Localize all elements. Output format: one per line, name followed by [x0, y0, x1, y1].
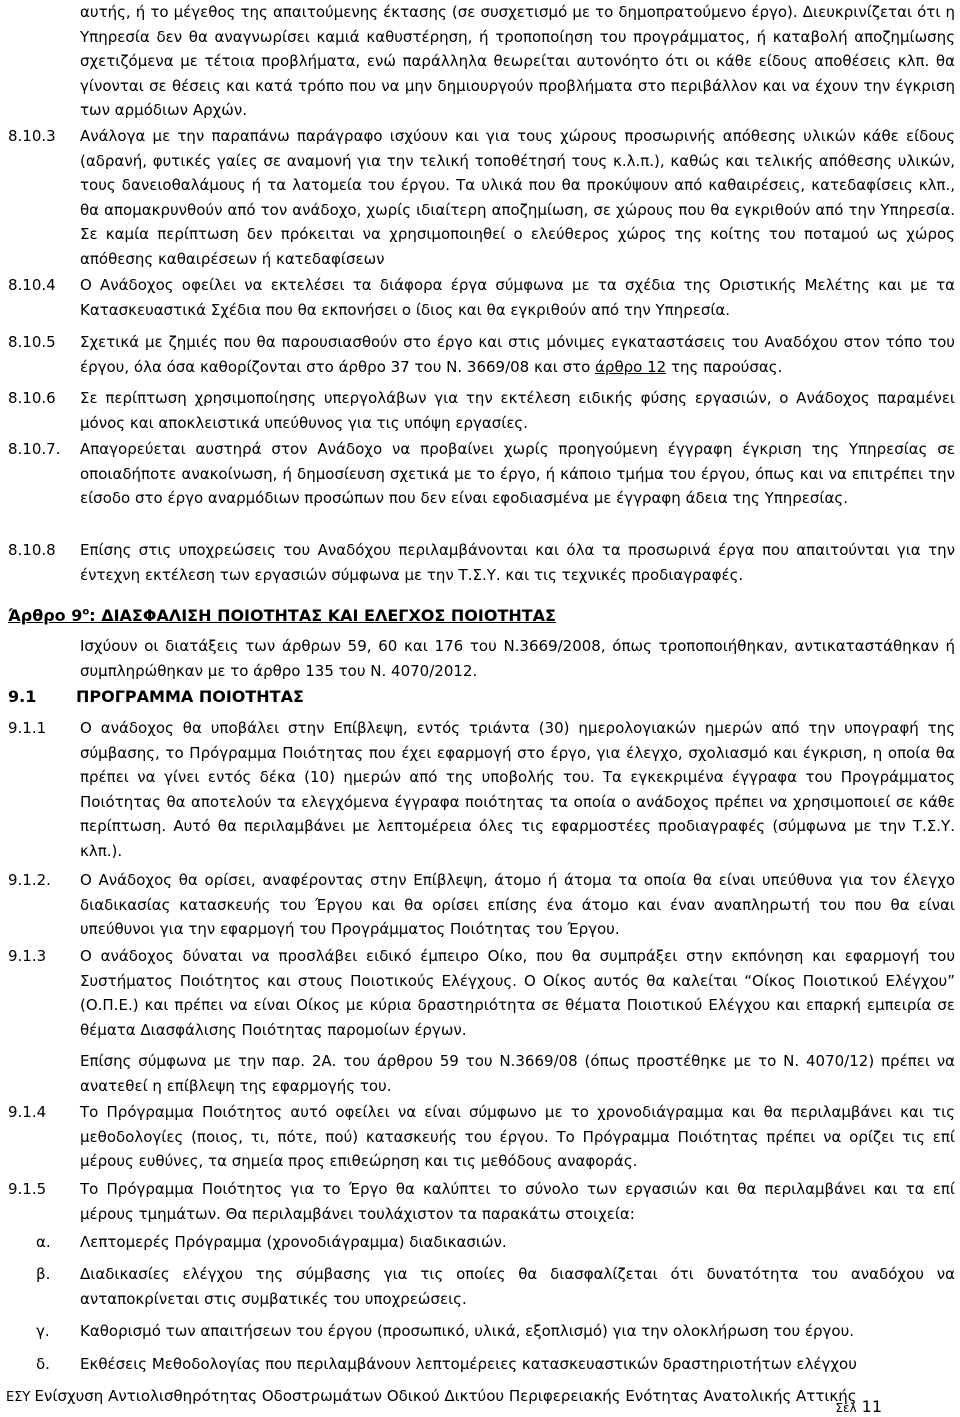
item-text: Ο Ανάδοχος οφείλει να εκτελέσει τα διάφορα έργα σύμφωνα με τα σχέδια της Οριστικής Μελέτης και με τα Κατασκευαστικά Σχέδια που θα εκπονήσει ο ίδιος και θα εγκριθούν από την Υπηρεσία.: [80, 276, 955, 319]
item-text: Καθορισμό των απαιτήσεων του έργου (προσωπικό, υλικά, εξοπλισμό) για την ολοκλήρωση του έργου.: [80, 1322, 855, 1340]
page-footer: [6, 1387, 857, 1407]
item-text: Σχετικά με ζημιές που θα παρουσιασθούν στο έργο και στις μόνιμες εγκαταστάσεις του Αναδόχου στον τόπο του έργου, όλα όσα καθορίζονται στο άρθρο 37 του Ν. 3669/08 και στο άρθρο 12 της παρούσας.: [80, 333, 955, 376]
item-number: 8.10.5: [8, 333, 56, 351]
item-letter: γ.: [36, 1322, 50, 1340]
item-text: Ανάλογα με την παραπάνω παράγραφο ισχύουν και για τους χώρους προσωρινής απόθεσης υλικών κάθε είδους (αδρανή, φυτικές γαίες σε αναμονή για την τελική τοποθέτησή τους κ.λ.π.), καθώς και τελικής απόθεσης υλικών, τους δανειοθαλάμους ή τα λατομεία του έργου. Τα υλικά που θα προκύψουν από καθαιρέσεις, κατεδαφίσεις κλπ., θα απομακρυνθούν από τον ανάδοχο, χωρίς ιδιαίτερη αποζημίωση, σε χώρους που θα εγκριθούν από την Υπηρεσία. Σε καμία περίπτωση δεν πρόκειται να χρησιμοποιηθεί ο ελεύθερος χώρος της κοίτης του ποταμού ως χώρος απόθεσης καθαιρέσεων ή κατεδαφίσεων: [80, 127, 955, 268]
item-letter: α.: [36, 1233, 51, 1251]
item-number: 8.10.8: [8, 541, 56, 559]
item-text: Ο Ανάδοχος θα ορίσει, αναφέροντας στην Επίβλεψη, άτομο ή άτομα τα οποία θα είναι υπεύθυνα για τον έλεγχο διαδικασίας κατασκευής του Έργου και θα ορίσει επίσης ένα άτομο και έναν αναπληρωτή του που θα είναι υπεύθυνοι για την εφαρμογή του Προγράμματος Ποιότητας του Έργου.: [80, 871, 955, 938]
item-number: 9.1.1: [8, 719, 47, 737]
item-text: Σε περίπτωση χρησιμοποίησης υπεργολάβων για την εκτέλεση ειδικής φύσης εργασιών, ο Ανάδοχος παραμένει μόνος και αποκλειστικά υπεύθυνος για τις υπόψη εργασίες.: [80, 389, 955, 432]
page-number: Σελ 11: [835, 1397, 882, 1416]
item-text: Διαδικασίες ελέγχου της σύμβασης για τις οποίες θα διασφαλίζεται ότι δυνατότητα του αναδόχου να ανταποκρίνεται στις συμβατικές του υποχρεώσεις.: [80, 1265, 955, 1308]
item-text: Λεπτομερές Πρόγραμμα (χρονοδιάγραμμα) διαδικασιών.: [80, 1233, 507, 1251]
item-letter: δ.: [36, 1355, 50, 1373]
item-number: 9.1.5: [8, 1180, 47, 1198]
item-number: 9.1.4: [8, 1103, 47, 1121]
item-text: Ο ανάδοχος δύναται να προσλάβει ειδικό έμπειρο Οίκο, που θα συμπράξει στην εκπόνηση και εφαρμογή του Συστήματος Ποιότητος και στους Ποιοτικούς Ελέγχους. Ο Οίκος αυτός θα καλείται “Οίκος Ποιοτικού Ελέγχου” (Ο.Π.Ε.) και πρέπει να είναι Οίκος με κύρια δραστηριότητα σε θέματα Ποιοτικού Ελέγχου και επαρκή εμπειρία σε θέματα Διασφάλισης Ποιότητας παρομοίων έργων.: [80, 947, 955, 1039]
section-heading: 9.1 ΠΡΟΓΡΑΜΜΑ ΠΟΙΟΤΗΤΑΣ: [8, 687, 304, 706]
item-number: 8.10.7.: [8, 440, 61, 458]
article-intro: Ισχύουν οι διατάξεις των άρθρων 59, 60 και 176 του Ν.3669/2008, όπως τροποποιήθηκαν, αντικαταστάθηκαν ή συμπληρώθηκαν με το άρθρο 135 του Ν. 4070/2012.: [80, 637, 955, 680]
article-heading: Άρθρο $9^o$: ΔΙΑΣΦΑΛΙΣΗ ΠΟΙΟΤΗΤΑΣ ΚΑΙ ΕΛΕΓΧΟΣ ΠΟΙΟΤΗΤΑΣ: [8, 606, 556, 625]
item-text: Το Πρόγραμμα Ποιότητος αυτό οφείλει να είναι σύμφωνο με το χρονοδιάγραμμα και θα περιλαμβάνει και τις μεθοδολογίες (ποιος, τι, πότε, πού) κατασκευής του έργου. Το Πρόγραμμα Ποιότητας πρέπει να ορίζει τις επί μέρους ευθύνες, τα σημεία προς επιθεώρηση και τις μεθόδους αναφοράς.: [80, 1103, 955, 1170]
footer-prefix: ΕΣΥ: [6, 1390, 31, 1405]
item-number: 9.1.2.: [8, 871, 51, 889]
footer-title: Ενίσχυση Αντιολισθηρότητας Οδοστρωμάτων Οδικού Δικτύου Περιφερειακής Ενότητας Ανατολικής Αττικής: [34, 1387, 857, 1405]
item-number: 8.10.4: [8, 276, 56, 294]
article-12-link[interactable]: άρθρο 12: [595, 357, 667, 376]
item-text: Επίσης στις υποχρεώσεις του Αναδόχου περιλαμβάνονται και όλα τα προσωρινά έργα που απαιτούνται για την έντεχνη εκτέλεση των εργασιών σύμφωνα με την Τ.Σ.Υ. και τις τεχνικές προδιαγραφές.: [80, 541, 955, 584]
item-number: 8.10.3: [8, 127, 56, 145]
item-text: Το Πρόγραμμα Ποιότητος για το Έργο θα καλύπτει το σύνολο των εργασιών και θα περιλαμβάνει και τα επί μέρους τμημάτων. Θα περιλαμβάνει τουλάχιστον τα παρακάτω στοιχεία:: [80, 1180, 955, 1223]
item-text: Απαγορεύεται αυστηρά στον Ανάδοχο να προβαίνει χωρίς προηγούμενη έγγραφη έγκριση της Υπηρεσίας σε οποιαδήποτε ανακοίνωση, ή δημοσίευση σχετικά με το έργο, ή κάποιο τμήμα του έργου, όπως και να επιτρέπει την είσοδο στο έργο αναρμόδιων προσώπων που δεν είναι εφοδιασμένα με έγγραφη άδεια της Υπηρεσίας.: [80, 440, 955, 507]
item-number: 9.1.3: [8, 947, 47, 965]
item-text-extra: Επίσης σύμφωνα με την παρ. 2Α. του άρθρου 59 του Ν.3669/08 (όπως προστέθηκε με το Ν. 4070/12) πρέπει να ανατεθεί η επίβλεψη της εφαρμογής του.: [80, 1052, 955, 1095]
item-letter: β.: [36, 1265, 51, 1283]
intro-paragraph: αυτής, ή το μέγεθος της απαιτούμενης έκτασης (σε συσχετισμό με το δημοπρατούμενο έργο). Διευκρινίζεται ότι η Υπηρεσία δεν θα αναγνωρίσει καμιά καθυστέρηση, ή τροποποίηση του προγράμματος, ή καταβολή αποζημίωσης σχετιζόμενα με τέτοια προβλήματα, ενώ παράλληλα θεωρείται αυτονόητο ότι οι κάθε είδους αποθέσεις κλπ. θα γίνονται σε θέσεις και κατά τρόπο που να μην δημιουργούν προβλήματα στο περιβάλλον και να έχουν την έγκριση των αρμόδιων Αρχών.: [80, 3, 955, 119]
item-text: Εκθέσεις Μεθοδολογίας που περιλαμβάνουν λεπτομέρειες κατασκευαστικών δραστηριοτήτων ελέγχου: [80, 1355, 857, 1373]
item-number: 8.10.6: [8, 389, 56, 407]
item-text: Ο ανάδοχος θα υποβάλει στην Επίβλεψη, εντός τριάντα (30) ημερολογιακών ημερών από την υπογραφή της σύμβασης, το Πρόγραμμα Ποιότητας που έχει εφαρμογή στο έργο, για έλεγχο, σχολιασμό και έγκριση, η οποία θα πρέπει να γίνει εντός δέκα (10) ημερών από της υποβολής του. Τα εγκεκριμένα έγγραφα του Προγράμματος Ποιότητας θα αποτελούν τα ελεγχόμενα έγγραφα ποιότητας τα οποία ο ανάδοχος πρέπει να χρησιμοποιεί σε κάθε περίπτωση. Αυτό θα περιλαμβάνει με λεπτομέρεια όλες τις εφαρμοστέες προδιαγραφές (σύμφωνα με την Τ.Σ.Υ. κλπ.).: [80, 719, 955, 860]
